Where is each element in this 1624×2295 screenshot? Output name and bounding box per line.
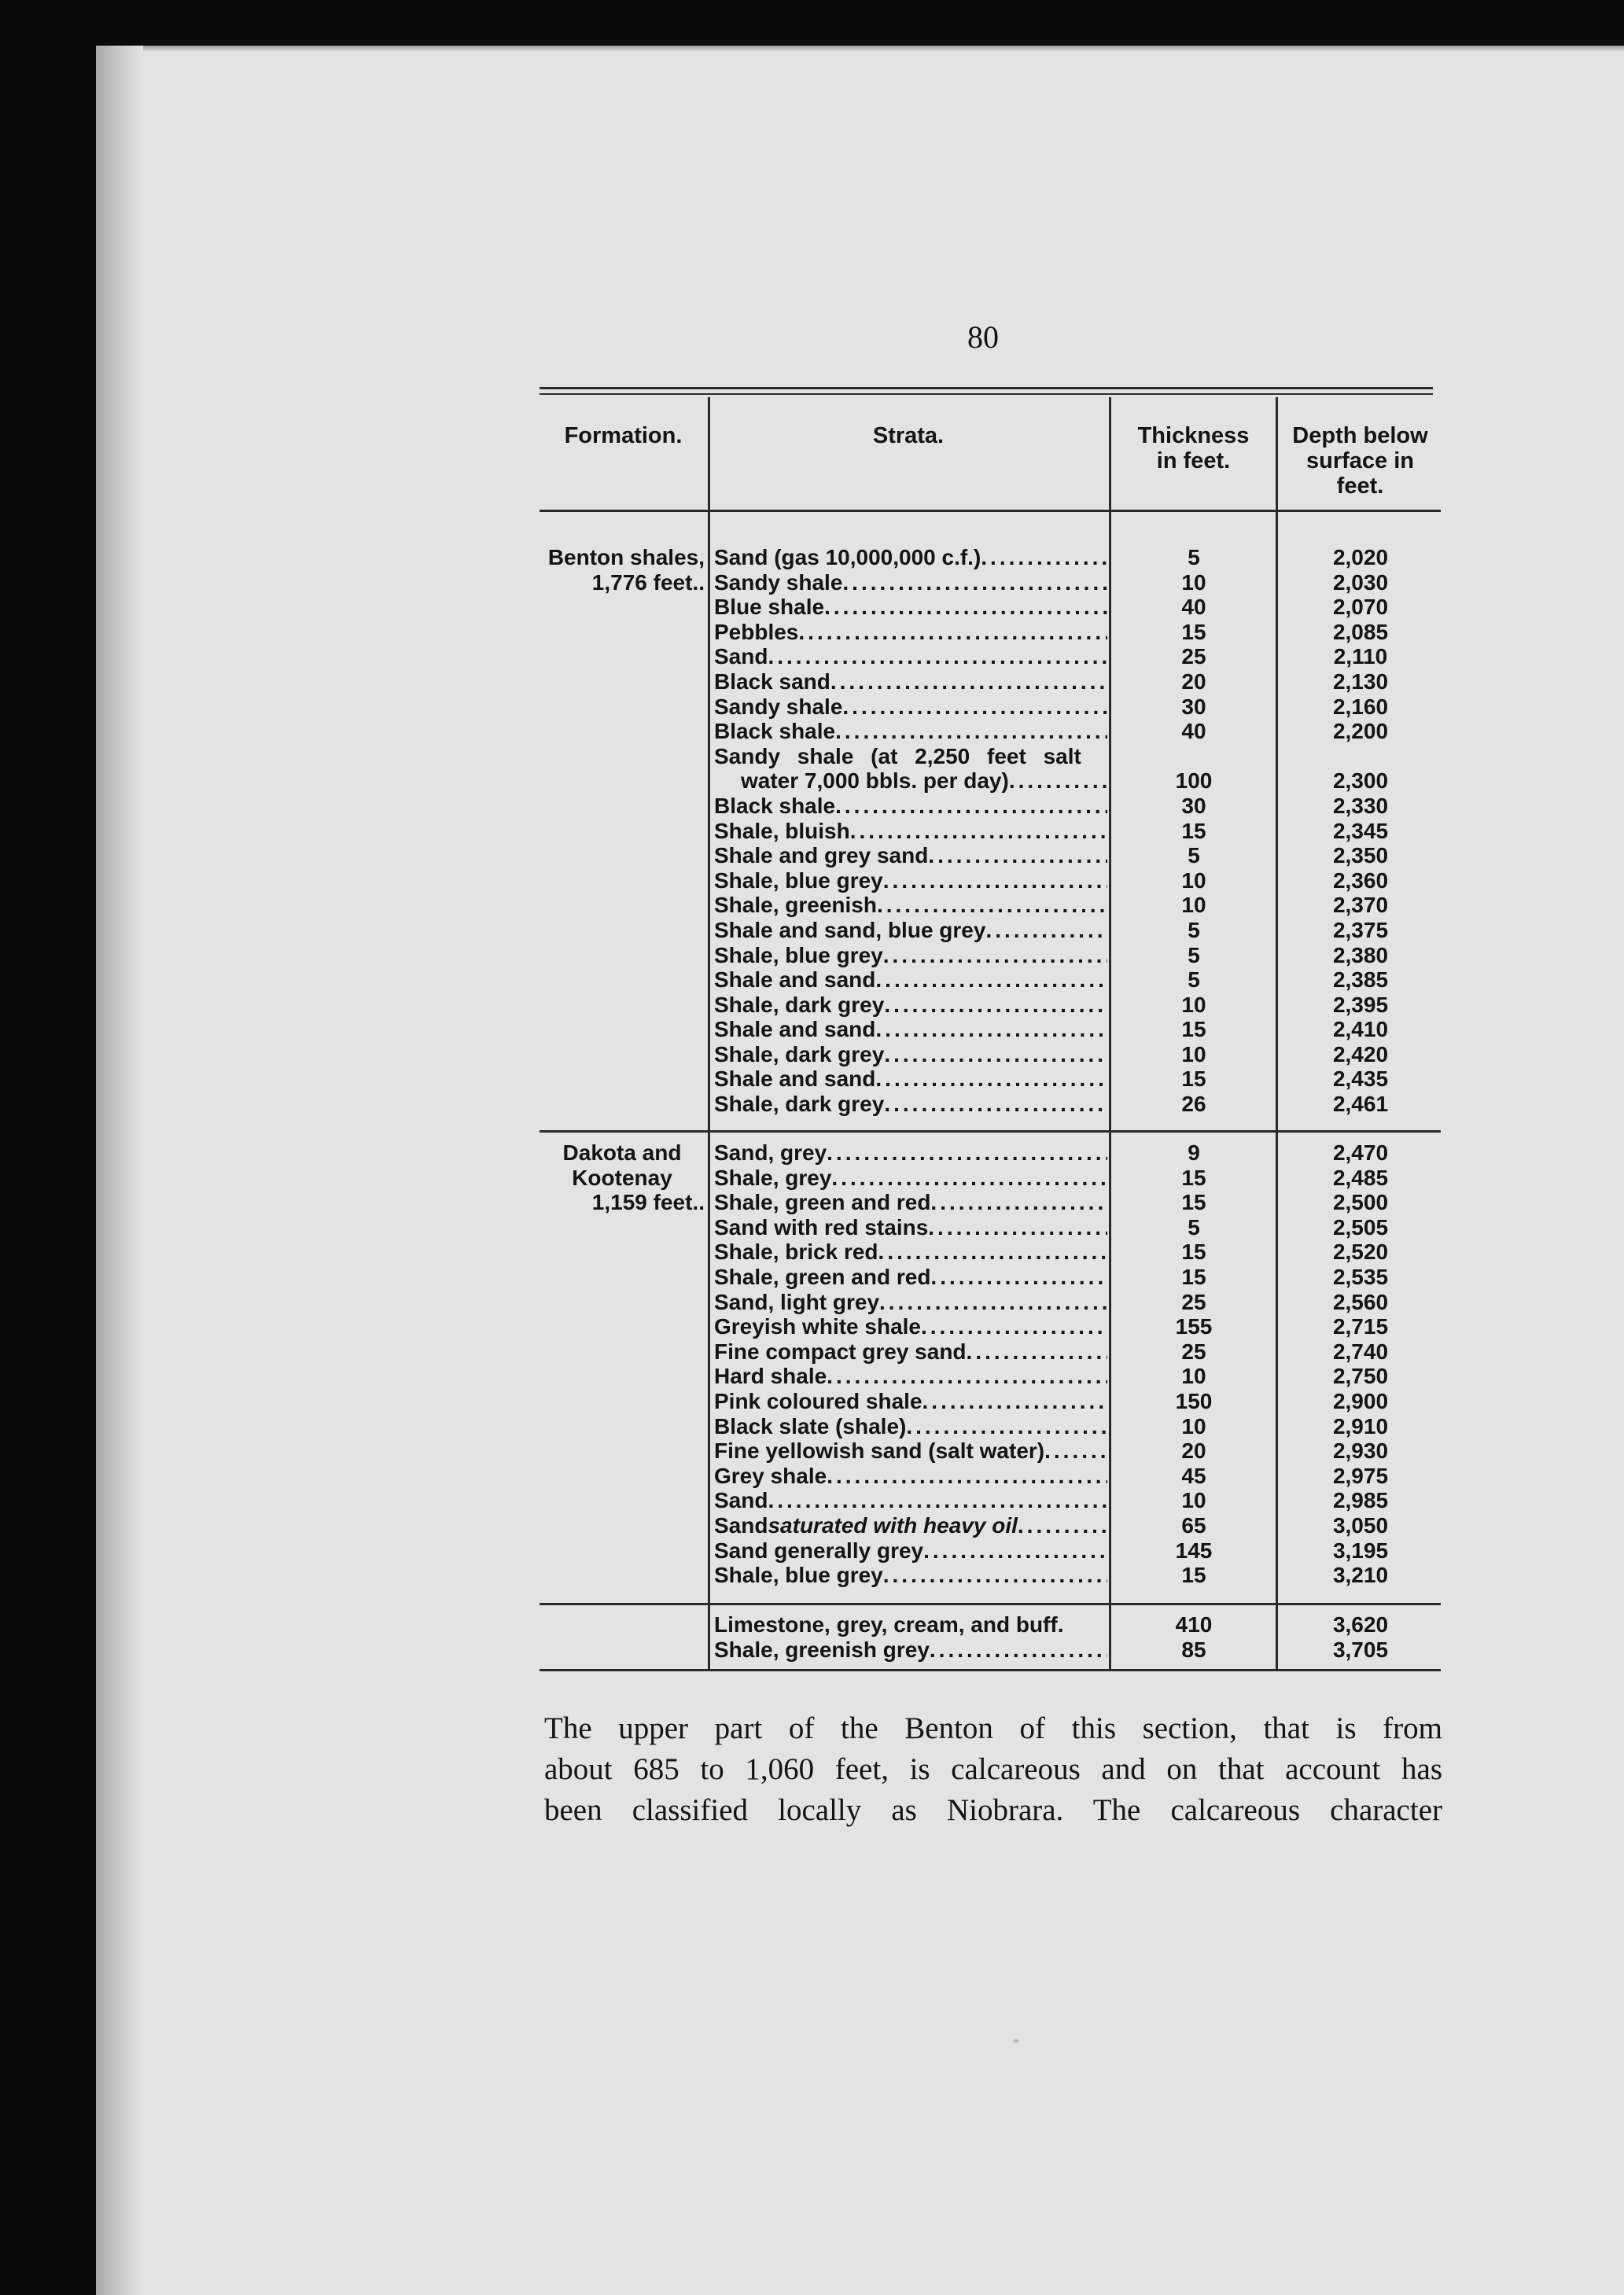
table-top-rule-2 [539,393,1433,395]
header-thickness: Thickness in feet. [1137,423,1250,473]
depth-cell: 2,485 [1332,1165,1389,1190]
thickness-cell: 410 [1175,1612,1213,1637]
strata-cell: Shale and sand, blue grey ..... [714,918,1107,943]
strata-cell: Black sand ..... [714,669,1107,694]
column-divider-1 [708,397,710,1669]
thickness-cell: 150 [1175,1388,1213,1413]
thickness-cell: 85 [1181,1637,1206,1662]
column-divider-2 [1109,397,1111,1669]
strata-cell: Shale, dark grey ..... [714,993,1107,1018]
depth-cell: 2,380 [1332,942,1389,967]
depth-cell: 2,160 [1332,694,1389,719]
strata-cell: Shale, blue grey ..... [714,1563,1107,1588]
header-bottom-rule [539,510,1441,512]
thickness-cell: 25 [1181,1289,1206,1314]
depth-cell: 2,350 [1332,843,1389,868]
paragraph-line: The upper part of the Benton of this section, that is from [544,1711,1442,1745]
depth-cell: 2,130 [1332,669,1389,694]
depth-cell: 2,345 [1332,818,1389,843]
depth-cell: 2,470 [1332,1140,1389,1165]
depth-cell: 2,200 [1332,719,1389,744]
strata-cell: Sand, grey ..... [714,1140,1107,1166]
paragraph-line: about 685 to 1,060 feet, is calcareous and on that account has [544,1752,1442,1786]
strata-cell: Shale, greenish ..... [714,893,1107,918]
depth-cell: 2,560 [1332,1289,1389,1314]
depth-cell: 2,975 [1332,1463,1389,1488]
depth-cell: 2,370 [1332,893,1389,918]
thickness-cell: 10 [1181,893,1206,918]
thickness-cell: 10 [1181,868,1206,893]
thickness-cell: 25 [1181,1339,1206,1364]
depth-cell: 2,395 [1332,992,1389,1017]
strata-cell: Shale and sand ..... [714,1066,1107,1092]
strata-cell: Sand ..... [714,644,1107,669]
thickness-cell: 15 [1181,619,1206,644]
strata-cell: Greyish white shale ..... [714,1314,1107,1339]
depth-cell: 2,110 [1333,644,1388,669]
benton-strata-column [714,545,1107,1117]
depth-cell: 2,505 [1332,1214,1389,1240]
strata-cell: Sandy shale (at 2,250 feet salt [714,743,1081,768]
depth-cell: 2,750 [1332,1364,1389,1389]
thickness-cell: 15 [1181,1264,1206,1289]
depth-cell: 2,930 [1332,1439,1389,1464]
strata-cell: Black shale ..... [714,794,1107,819]
strata-cell: Shale, brick red ..... [714,1240,1107,1265]
page-edge-shadow [96,46,143,2295]
thickness-cell: 10 [1181,1041,1206,1066]
thickness-cell: 5 [1188,1214,1200,1240]
scan-speck [1013,2039,1019,2043]
strata-cell: Sand with red stains ..... [714,1215,1107,1240]
strata-cell: Fine yellowish sand (salt water) ..... [714,1439,1107,1464]
thickness-cell: 10 [1181,1413,1206,1439]
strata-cell: Shale, blue grey ..... [714,868,1107,893]
strata-cell: Sandy shale ..... [714,570,1107,595]
formation-dakota: Dakota and Kootenay 1,159 feet.. [562,1140,705,1215]
strata-cell: Sand, light grey ..... [714,1290,1107,1315]
thickness-cell: 45 [1181,1463,1206,1488]
thickness-cell: 15 [1181,818,1206,843]
depth-cell: 2,985 [1332,1488,1389,1513]
thickness-cell: 5 [1188,967,1200,993]
depth-cell: 2,715 [1332,1314,1389,1339]
table-bottom-rule [539,1669,1441,1671]
strata-cell: Shale, green and red ..... [714,1190,1107,1215]
depth-cell: 2,740 [1332,1339,1389,1364]
strata-cell: Limestone, grey, cream, and buff. [714,1612,1064,1637]
depth-cell: 3,210 [1332,1563,1389,1588]
strata-cell: Hard shale ..... [714,1364,1107,1389]
body-paragraph [544,1708,1442,1831]
strata-cell: Sand generally grey ..... [714,1538,1107,1564]
thickness-cell: 10 [1181,1488,1206,1513]
dakota-depth-column [1282,1140,1439,1588]
depth-cell: 2,375 [1332,917,1389,942]
depth-cell: 2,910 [1332,1413,1389,1439]
depth-cell: 2,435 [1332,1066,1389,1092]
page-top-shadow [143,46,1624,52]
thickness-cell: 40 [1181,595,1206,620]
thickness-cell: 65 [1181,1512,1206,1538]
strata-cell: Shale, blue grey ..... [714,943,1107,968]
thickness-cell: 15 [1181,1190,1206,1215]
depth-cell: 2,520 [1332,1240,1389,1265]
benton-depth-column [1282,545,1439,1117]
dakota-thickness-column [1115,1140,1272,1588]
strata-cell: Shale, greenish grey ..... [714,1637,1107,1663]
strata-cell: Shale and grey sand ..... [714,843,1107,868]
thickness-cell: 15 [1181,1017,1206,1042]
depth-cell: 2,360 [1332,868,1389,893]
thickness-cell: 5 [1188,843,1200,868]
depth-cell: 2,085 [1332,619,1389,644]
depth-cell: 2,500 [1332,1190,1389,1215]
header-strata: Strata. [872,423,945,448]
strata-cell: Sand ..... [714,1488,1107,1513]
strata-cell-continuation: water 7,000 bbls. per day) ..... [714,768,1107,794]
thickness-cell: 145 [1175,1538,1213,1563]
depth-cell: 2,535 [1332,1264,1389,1289]
strata-cell: Shale, dark grey ..... [714,1042,1107,1067]
bottom-thickness-column [1115,1612,1272,1662]
thickness-cell: 26 [1181,1092,1206,1117]
depth-cell: 3,705 [1332,1637,1389,1662]
thickness-cell: 20 [1181,669,1206,694]
depth-cell: 2,030 [1332,569,1389,595]
depth-cell: 3,620 [1332,1612,1389,1637]
thickness-cell: 15 [1181,1563,1206,1588]
thickness-cell: 155 [1175,1314,1213,1339]
thickness-cell: 5 [1188,917,1200,942]
table-top-rule [539,387,1433,389]
strata-cell: Sandy shale ..... [714,694,1107,720]
depth-cell: 3,050 [1332,1512,1389,1538]
depth-cell: 2,300 [1332,768,1389,794]
depth-cell: 2,385 [1332,967,1389,993]
strata-cell: Grey shale ..... [714,1464,1107,1489]
thickness-cell: 5 [1188,942,1200,967]
strata-cell: Black slate (shale) ..... [714,1414,1107,1439]
thickness-cell: 9 [1188,1140,1200,1165]
strata-cell: Shale, bluish ..... [714,819,1107,844]
strata-cell: Sand (gas 10,000,000 c.f.) ..... [714,545,1107,570]
header-depth: Depth below surface in feet. [1292,423,1428,499]
thickness-cell: 100 [1175,768,1213,794]
thickness-cell: 5 [1188,545,1200,569]
depth-cell: 2,900 [1332,1388,1389,1413]
depth-cell: 2,461 [1332,1092,1389,1117]
depth-cell: 2,330 [1332,793,1389,818]
thickness-cell: 15 [1181,1165,1206,1190]
strata-cell: Shale, green and red ..... [714,1265,1107,1290]
thickness-cell: 40 [1181,719,1206,744]
depth-cell: 3,195 [1332,1538,1389,1563]
strata-cell: Pebbles ..... [714,620,1107,645]
strata-cell: Shale, dark grey ..... [714,1092,1107,1117]
strata-cell: Pink coloured shale ..... [714,1389,1107,1414]
thickness-cell: 10 [1181,992,1206,1017]
bottom-depth-column [1282,1612,1439,1662]
strata-cell: Sand saturated with heavy oil ..... [714,1513,1107,1538]
paragraph-line: been classified locally as Niobrara. The calcareous character [544,1793,1442,1827]
formation-benton: Benton shales, 1,776 feet.. [547,545,705,595]
thickness-cell: 15 [1181,1066,1206,1092]
dakota-strata-column [714,1140,1107,1588]
thickness-cell: 20 [1181,1439,1206,1464]
depth-cell: 2,070 [1332,595,1389,620]
strata-cell: Shale and sand ..... [714,1017,1107,1042]
header-formation: Formation. [564,423,683,448]
strata-cell: Shale and sand ..... [714,967,1107,993]
thickness-cell: 30 [1181,793,1206,818]
thickness-cell: 30 [1181,694,1206,719]
strata-cell: Fine compact grey sand ..... [714,1339,1107,1365]
strata-cell: Shale, grey ..... [714,1166,1107,1191]
depth-cell: 2,410 [1332,1017,1389,1042]
thickness-cell: 10 [1181,569,1206,595]
thickness-cell: 15 [1181,1240,1206,1265]
thickness-cell: 10 [1181,1364,1206,1389]
strata-cell: Black shale ..... [714,719,1107,744]
strata-cell: Blue shale ..... [714,595,1107,620]
benton-thickness-column [1115,545,1272,1117]
page-number: 80 [967,319,999,355]
benton-section-rule [539,1130,1441,1133]
depth-cell: 2,020 [1332,545,1389,569]
column-divider-3 [1276,397,1278,1669]
thickness-cell: 25 [1181,644,1206,669]
dakota-section-rule [539,1603,1441,1605]
bottom-strata-column [714,1612,1107,1662]
depth-cell: 2,420 [1332,1041,1389,1066]
